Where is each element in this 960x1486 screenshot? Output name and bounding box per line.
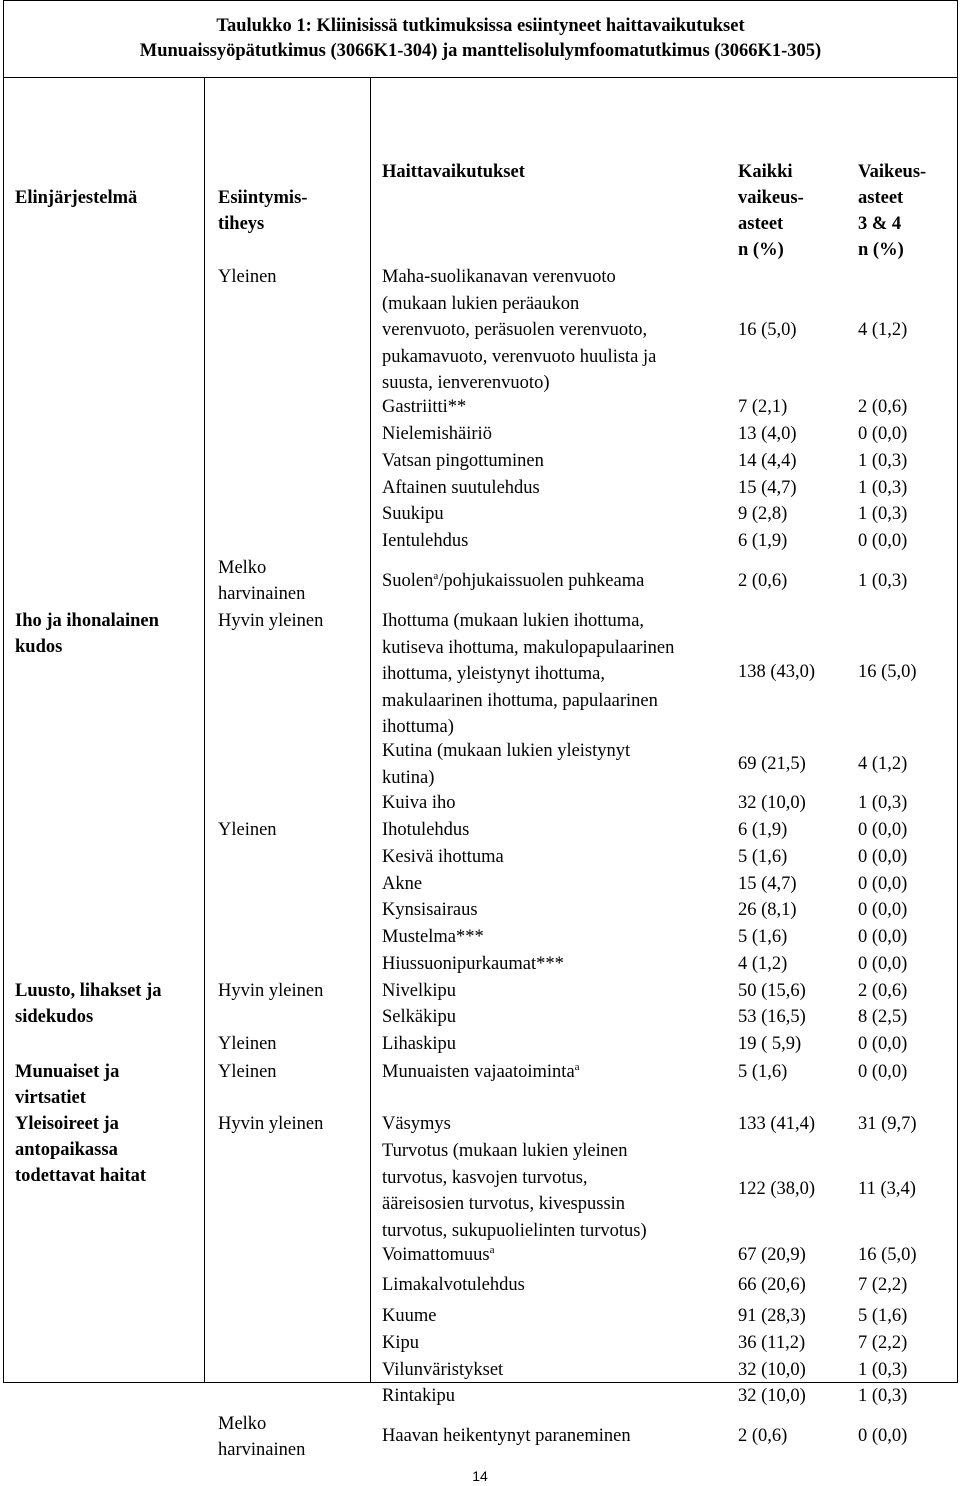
reaction-name: Vilunväristykset [382,1360,504,1380]
reaction-name: Nivelkipu [382,981,456,1001]
all-grades-value: 14 (4,4) [738,451,797,471]
header-system: Elinjärjestelmä [15,188,138,208]
frequency-label: Hyvin yleinen [218,611,324,631]
grade-3-4-value: 0 (0,0) [858,900,908,920]
all-grades-value: 13 (4,0) [738,424,797,444]
reaction-name: Nielemishäiriö [382,424,492,444]
reaction-name: Suolen$^a$/pohjukaissuolen puhkeama [382,570,645,591]
all-grades-value: 16 (5,0) [738,320,797,340]
all-grades-value: 5 (1,6) [738,1062,788,1082]
header-all-grades: Kaikki vaikeus- asteet n (%) [738,162,804,260]
grade-3-4-value: 0 (0,0) [858,847,908,867]
system-general: Yleisoireet ja antopaikassa todettavat haitat [15,1114,147,1186]
reaction-name: Kuiva iho [382,793,456,813]
header-reactions: Haittavaikutukset [382,162,525,182]
grade-3-4-value: 4 (1,2) [858,320,908,340]
system-musculoskeletal: Luusto, lihakset ja sidekudos [15,981,162,1027]
table-title-line-1: Taulukko 1: Kliinisissä tutkimuksissa esiintyneet haittavaikutukset [216,16,745,36]
all-grades-value: 9 (2,8) [738,504,788,524]
document-page [3,0,958,1460]
frequency-label: Yleinen [218,1062,277,1082]
reaction-name: Suukipu [382,504,444,524]
all-grades-value: 2 (0,6) [738,1426,788,1446]
grade-3-4-value: 1 (0,3) [858,451,908,471]
grade-3-4-value: 1 (0,3) [858,793,908,813]
reactions-column [370,78,960,1446]
all-grades-value: 6 (1,9) [738,820,788,840]
grade-3-4-value: 7 (2,2) [858,1275,908,1295]
table-title-line-2: Munuaissyöpätutkimus (3066K1-304) ja manttelisolulymfoomatutkimus (3066K1-305) [139,41,822,61]
grade-3-4-value: 1 (0,3) [858,504,908,524]
all-grades-value: 32 (10,0) [738,1386,806,1406]
all-grades-value: 36 (11,2) [738,1333,806,1353]
grade-3-4-value: 2 (0,6) [858,397,908,417]
reaction-name: Gastriitti** [382,397,467,417]
reaction-name: Kynsisairaus [382,900,478,920]
reaction-name: Ihottuma (mukaan lukien ihottuma, kutiseva ihottuma, makulopapulaarinen ihottuma, yleistynyt ihottuma, makulaarinen ihottuma, papulaarinen ihottuma) [382,611,675,738]
reaction-name: Lihaskipu [382,1034,456,1054]
frequency-label: Yleinen [218,267,277,287]
system-renal: Munuaiset ja virtsatiet [15,1062,120,1108]
frequency-label: Melko harvinainen [218,558,306,604]
grade-3-4-value: 11 (3,4) [858,1179,916,1199]
reaction-name: Munuaisten vajaatoiminta$^a$ [382,1061,580,1082]
reaction-name: Haavan heikentynyt paraneminen [382,1426,631,1446]
reaction-name: Maha-suolikanavan verenvuoto (mukaan lukien peräaukon verenvuoto, peräsuolen verenvuoto, pukamavuoto, verenvuoto huulista ja suusta, ienverenvuoto) [382,267,657,394]
all-grades-value: 133 (41,4) [738,1114,816,1134]
header-grade-3-4: Vaikeus- asteet 3 & 4 n (%) [858,162,927,260]
frequency-label: Hyvin yleinen [218,981,324,1001]
all-grades-value: 2 (0,6) [738,571,788,591]
frequency-column [204,78,371,1460]
frequency-label: Yleinen [218,1034,277,1054]
adverse-reactions-table [3,78,958,1460]
system-skin: Iho ja ihonalainen kudos [15,611,159,657]
reaction-name: Ihotulehdus [382,820,470,840]
all-grades-value: 32 (10,0) [738,1360,806,1380]
grade-3-4-value: 0 (0,0) [858,927,908,947]
all-grades-value: 69 (21,5) [738,754,806,774]
reaction-name: Kutina (mukaan lukien yleistynyt kutina) [382,741,631,788]
reaction-name: Akne [382,874,423,894]
grade-3-4-value: 0 (0,0) [858,954,908,974]
header-frequency: Esiintymis- tiheys [218,188,308,234]
reaction-name: Voimattomuus$^a$ [382,1244,495,1265]
frequency-label: Melko harvinainen [218,1414,306,1460]
reaction-name: Selkäkipu [382,1007,456,1027]
frequency-label: Yleinen [218,820,277,840]
grade-3-4-value: 1 (0,3) [858,1386,908,1406]
all-grades-value: 91 (28,3) [738,1306,806,1326]
all-grades-value: 15 (4,7) [738,874,797,894]
reaction-name: Limakalvotulehdus [382,1275,525,1295]
grade-3-4-value: 0 (0,0) [858,424,908,444]
all-grades-value: 6 (1,9) [738,531,788,551]
reaction-name: Vatsan pingottuminen [382,451,544,471]
reaction-name: Mustelma*** [382,927,484,947]
frequency-label: Hyvin yleinen [218,1114,324,1134]
all-grades-value: 138 (43,0) [738,662,816,682]
all-grades-value: 19 ( 5,9) [738,1034,802,1054]
grade-3-4-value: 4 (1,2) [858,754,908,774]
all-grades-value: 122 (38,0) [738,1179,816,1199]
all-grades-value: 26 (8,1) [738,900,797,920]
grade-3-4-value: 1 (0,3) [858,478,908,498]
grade-3-4-value: 0 (0,0) [858,820,908,840]
grade-3-4-value: 8 (2,5) [858,1007,908,1027]
all-grades-value: 50 (15,6) [738,981,806,1001]
grade-3-4-value: 0 (0,0) [858,1034,908,1054]
grade-3-4-value: 0 (0,0) [858,531,908,551]
grade-3-4-value: 0 (0,0) [858,1426,908,1446]
reaction-name: Aftainen suutulehdus [382,478,540,498]
reaction-name: Rintakipu [382,1386,455,1406]
reaction-name: Väsymys [382,1114,451,1134]
page-number: 14 [472,1468,488,1484]
reaction-name: Kipu [382,1333,419,1353]
grade-3-4-value: 2 (0,6) [858,981,908,1001]
grade-3-4-value: 5 (1,6) [858,1306,908,1326]
reaction-name: Turvotus (mukaan lukien yleinen turvotus, kasvojen turvotus, ääreisosien turvotus, kivespussin turvotus, sukupuolielinten turvotus) [382,1141,647,1241]
system-column [4,78,205,1382]
grade-3-4-value: 0 (0,0) [858,874,908,894]
grade-3-4-value: 1 (0,3) [858,571,908,591]
grade-3-4-value: 16 (5,0) [858,1245,917,1265]
grade-3-4-value: 16 (5,0) [858,662,917,682]
all-grades-value: 4 (1,2) [738,954,788,974]
reaction-name: Kesivä ihottuma [382,847,504,867]
all-grades-value: 5 (1,6) [738,927,788,947]
reaction-name: Kuume [382,1306,437,1326]
grade-3-4-value: 7 (2,2) [858,1333,908,1353]
reaction-name: Ientulehdus [382,531,469,551]
all-grades-value: 7 (2,1) [738,397,788,417]
all-grades-value: 32 (10,0) [738,793,806,813]
all-grades-value: 15 (4,7) [738,478,797,498]
all-grades-value: 67 (20,9) [738,1245,806,1265]
grade-3-4-value: 1 (0,3) [858,1360,908,1380]
grade-3-4-value: 0 (0,0) [858,1062,908,1082]
all-grades-value: 66 (20,6) [738,1275,806,1295]
all-grades-value: 53 (16,5) [738,1007,806,1027]
grade-3-4-value: 31 (9,7) [858,1114,917,1134]
reaction-name: Hiussuonipurkaumat*** [382,954,564,974]
table-title [3,0,958,78]
all-grades-value: 5 (1,6) [738,847,788,867]
